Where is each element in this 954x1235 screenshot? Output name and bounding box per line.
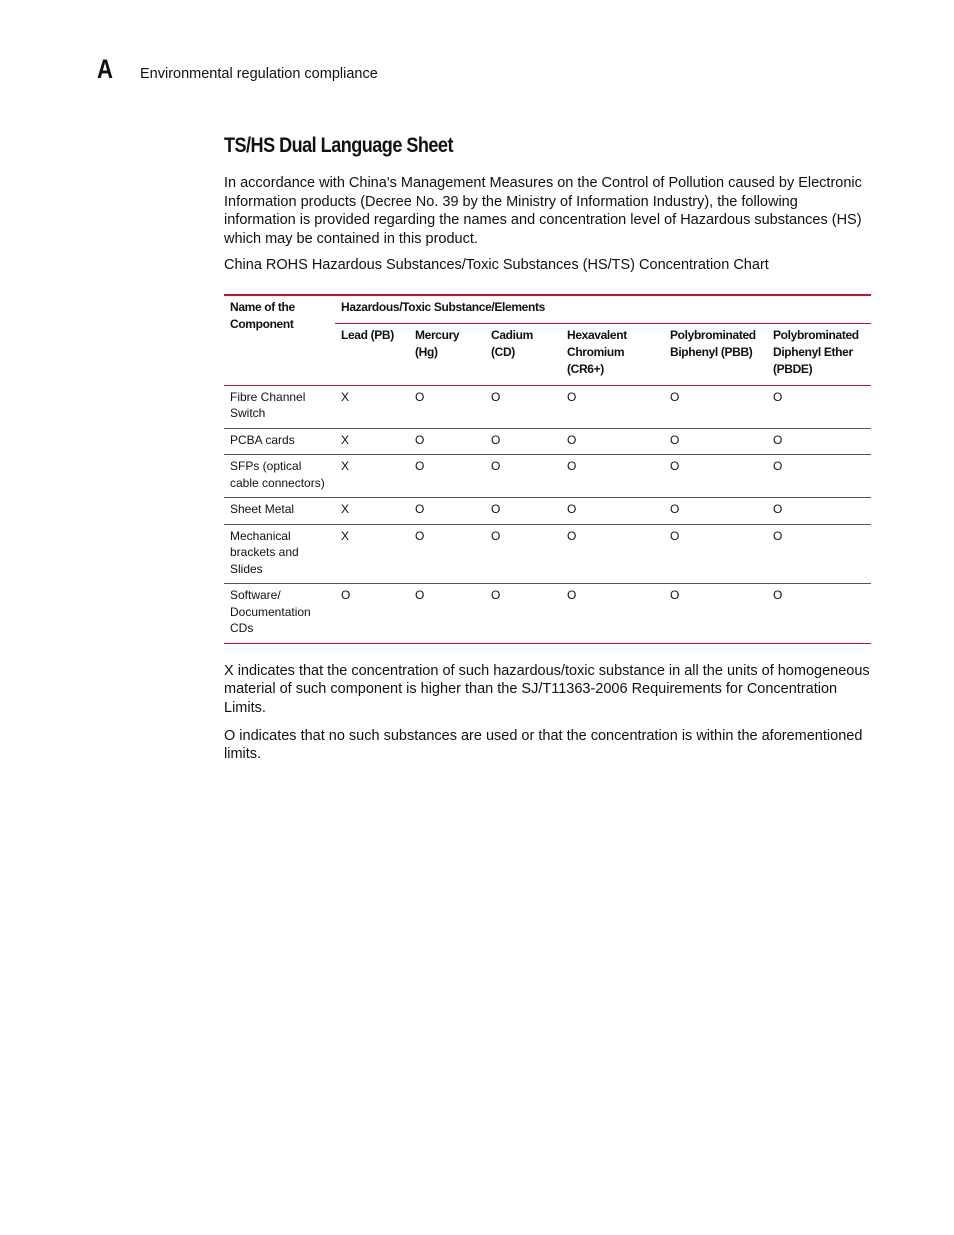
- component-name: Fibre Channel Switch: [230, 389, 306, 421]
- hazardous-substances-table: [224, 294, 871, 644]
- table-row: [224, 584, 871, 644]
- component-name: Software/ Documentation CDs: [224, 584, 335, 644]
- table-cell: O: [670, 389, 680, 404]
- column-header-pbb: Polybrominated Biphenyl (PBB): [664, 323, 767, 385]
- table-header-row: [224, 295, 871, 324]
- o-legend-note: O indicates that no such substances are used or that the concentration is within the aforementioned limits.: [224, 727, 863, 763]
- column-header-mercury: Mercury (Hg): [409, 323, 485, 385]
- table-cell: O: [409, 428, 485, 455]
- table-row: [224, 498, 871, 525]
- column-header-component: Name of the Component: [224, 295, 335, 386]
- table-cell: O: [485, 584, 561, 644]
- running-header-title: Environmental regulation compliance: [140, 66, 378, 82]
- intro-paragraph: In accordance with China's Management Measures on the Control of Pollution caused by Electronic Information products (Decree No. 39 by the Ministry of Information Industry), the following information is provided regarding the names and concentration level of Hazardous substances (HS) which may be contained in this product.: [224, 175, 862, 248]
- component-name: PCBA cards: [224, 428, 335, 455]
- table-cell: O: [409, 524, 485, 584]
- table-cell: O: [561, 428, 664, 455]
- table-cell: O: [491, 389, 501, 404]
- table-cell: O: [409, 455, 485, 498]
- table-row: [224, 428, 871, 455]
- table-row: [224, 385, 871, 428]
- table-cell: O: [561, 584, 664, 644]
- table-cell: O: [664, 584, 767, 644]
- component-name: Mechanical brackets and Slides: [224, 524, 335, 584]
- table-cell: X: [335, 498, 409, 525]
- table-cell: O: [767, 584, 871, 644]
- table-cell: O: [485, 524, 561, 584]
- table-cell: O: [664, 498, 767, 525]
- table-cell: X: [335, 428, 409, 455]
- table-cell: O: [664, 455, 767, 498]
- table-cell: O: [767, 498, 871, 525]
- table-cell: X: [335, 455, 409, 498]
- table-cell: O: [335, 584, 409, 644]
- component-name: SFPs (optical cable connectors): [224, 455, 335, 498]
- table-cell: O: [409, 584, 485, 644]
- table-cell: O: [415, 389, 425, 404]
- column-header-lead: Lead (PB): [335, 323, 409, 385]
- table-cell: O: [409, 498, 485, 525]
- column-header-pbde: Polybrominated Diphenyl Ether (PBDE): [767, 323, 871, 385]
- table-cell: O: [567, 389, 577, 404]
- chapter-letter: A: [97, 54, 113, 84]
- column-header-cadium: Cadium (CD): [485, 323, 561, 385]
- table-cell: X: [341, 389, 350, 404]
- column-header-hexavalent-chromium: Hexavalent Chromium (CR6+): [561, 323, 664, 385]
- table-cell: O: [773, 389, 783, 404]
- table-cell: O: [664, 428, 767, 455]
- table-cell: O: [485, 455, 561, 498]
- table-cell: O: [561, 524, 664, 584]
- section-title: TS/HS Dual Language Sheet: [224, 134, 453, 157]
- table-cell: O: [767, 455, 871, 498]
- table-cell: O: [561, 498, 664, 525]
- table-cell: O: [485, 498, 561, 525]
- table-notes: [224, 662, 872, 765]
- main-content: [224, 133, 872, 773]
- table-caption: China ROHS Hazardous Substances/Toxic Substances (HS/TS) Concentration Chart: [224, 256, 769, 273]
- table-cell: O: [664, 524, 767, 584]
- table-row: [224, 524, 871, 584]
- column-group-header: Hazardous/Toxic Substance/Elements: [335, 295, 871, 324]
- component-name: Sheet Metal: [224, 498, 335, 525]
- table-row: [224, 455, 871, 498]
- table-cell: O: [485, 428, 561, 455]
- table-cell: O: [561, 455, 664, 498]
- table-cell: O: [767, 524, 871, 584]
- table-cell: X: [335, 524, 409, 584]
- x-legend-note: X indicates that the concentration of such hazardous/toxic substance in all the units of homogeneous material of such component is higher than the SJ/T11363-2006 Requirements for Concentration Limits.: [224, 662, 870, 716]
- table-cell: O: [767, 428, 871, 455]
